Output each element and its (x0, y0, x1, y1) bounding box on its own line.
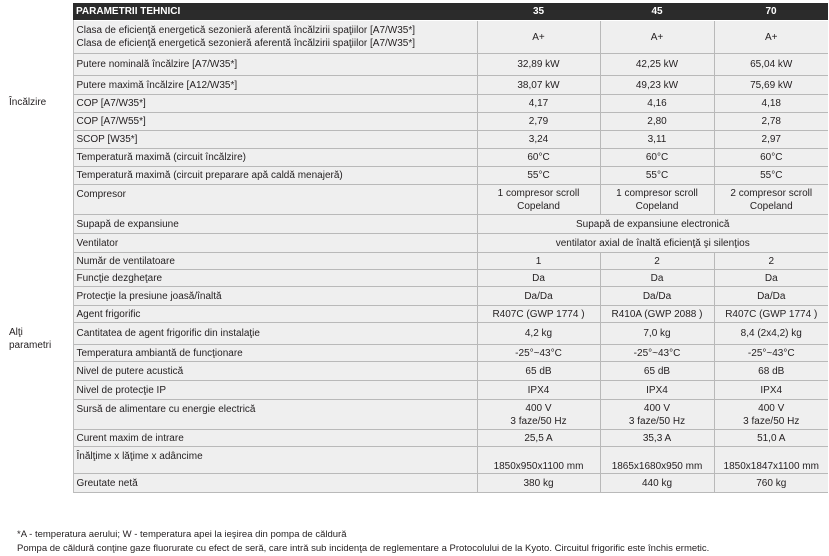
parameter-label-line: Nivel de putere acustică (76, 365, 184, 377)
value-cell-model-45 (600, 167, 714, 185)
value-line: Copeland (749, 200, 793, 212)
value-cell-model-70 (714, 149, 828, 167)
parameter-label (73, 185, 477, 215)
table-row (6, 474, 828, 493)
value-line: IPX4 (527, 384, 550, 396)
value-line: 1865x1680x950 mm (611, 461, 703, 472)
value-cell-model-35 (477, 447, 600, 474)
value-line: 75,69 kW (750, 79, 793, 91)
value-line: 49,23 kW (635, 79, 679, 91)
footnotes (17, 528, 709, 556)
value-line: A+ (532, 31, 545, 43)
parameter-label-line: Curent maxim de intrare (76, 432, 184, 444)
value-line (604, 447, 711, 460)
value-cell-model-45 (600, 149, 714, 167)
parameter-label (73, 76, 477, 95)
value-cell-model-70 (714, 362, 828, 381)
parameter-label-line: Temperatură maximă (circuit încălzire) (76, 152, 246, 163)
table-row (6, 253, 828, 270)
value-line: Da/Da (524, 290, 553, 302)
value-cell-model-45 (600, 253, 714, 270)
table-row (6, 76, 828, 95)
value-cell-model-35 (477, 253, 600, 270)
value-line: 2 compresor scroll (730, 187, 813, 199)
value-line: 65 dB (643, 365, 671, 377)
value-cell-model-35 (477, 54, 600, 76)
table-row (6, 400, 828, 430)
value-line: 25,5 A (524, 432, 553, 444)
value-cell-model-45 (600, 21, 714, 54)
value-cell-model-45 (600, 362, 714, 381)
value-cell-model-70 (714, 306, 828, 323)
table-row (6, 270, 828, 287)
value-line: 38,07 kW (517, 79, 560, 91)
group-heading-heating: Încălzire (6, 21, 73, 185)
table-row (6, 447, 828, 474)
value-cell-model-35 (477, 113, 600, 131)
value-line: 32,89 kW (517, 59, 560, 70)
value-line: Copeland (635, 200, 679, 212)
parameter-label (73, 270, 477, 287)
value-line: -25°~43°C (633, 347, 681, 359)
value-line: 400 V (643, 402, 671, 414)
parameter-label (73, 306, 477, 323)
value-line: Da/Da (757, 290, 786, 302)
value-line: IPX4 (646, 384, 668, 396)
parameter-label-line: COP [A7/W35*] (76, 98, 146, 109)
value-cell-model-35 (477, 95, 600, 113)
parameter-label (73, 131, 477, 149)
value-line: 400 V (758, 402, 785, 414)
value-cell-model-45 (600, 323, 714, 345)
parameter-label-line: Ventilator (76, 237, 119, 249)
value-cell-model-35 (477, 270, 600, 287)
value-cell-model-45 (600, 54, 714, 76)
parameter-label-line: Număr de ventilatoare (76, 255, 175, 267)
value-cell-model-70 (714, 287, 828, 306)
value-line: 4,2 kg (524, 328, 553, 339)
value-line: A+ (650, 31, 664, 43)
parameter-label (73, 54, 477, 76)
value-line: 3,11 (647, 134, 667, 145)
value-cell-model-70 (714, 253, 828, 270)
technical-parameters-table (6, 3, 828, 493)
value-line: Da/Da (642, 290, 672, 302)
value-line: Da (650, 272, 664, 284)
parameter-label-line: Protecţie la presiune joasă/înaltă (76, 290, 222, 302)
parameter-label (73, 21, 477, 54)
value-cell-model-35 (477, 306, 600, 323)
group-heading-line: parametri (9, 339, 52, 351)
value-cell-model-70 (714, 474, 828, 493)
value-line: -25°~43°C (747, 347, 795, 359)
value-cell-model-70 (714, 54, 828, 76)
value-line: 4,16 (647, 98, 667, 109)
parameter-label (73, 215, 477, 234)
parameter-label (73, 113, 477, 131)
value-line: 1850x1847x1100 mm (723, 461, 819, 472)
value-line: 55°C (760, 170, 783, 181)
value-cell-model-45 (600, 430, 714, 447)
value-cell-model-45 (600, 400, 714, 430)
table-row (6, 323, 828, 345)
value-line: 65 dB (525, 365, 552, 377)
value-line: 440 kg (641, 477, 673, 489)
value-cell-model-45 (600, 306, 714, 323)
value-line: 55°C (527, 170, 550, 181)
value-cell-model-35 (477, 362, 600, 381)
value-cell-model-35 (477, 430, 600, 447)
group-heading-other (6, 185, 73, 493)
parameter-label (73, 253, 477, 270)
table-row (6, 95, 828, 113)
value-line: 2 (654, 255, 660, 267)
table-row (6, 54, 828, 76)
value-line: R410A (GWP 2088 ) (611, 308, 703, 320)
value-line: 3 faze/50 Hz (628, 415, 686, 427)
value-line: 60°C (760, 152, 783, 163)
value-cell-model-35 (477, 149, 600, 167)
table-body (6, 21, 828, 493)
value-cell-model-70 (714, 447, 828, 474)
header-title: PARAMETRII TEHNICI (73, 3, 477, 21)
value-cell-model-45 (600, 345, 714, 362)
value-line: Da (764, 272, 778, 284)
value-cell-model-45 (600, 76, 714, 95)
table-row (6, 306, 828, 323)
value-cell-model-35 (477, 323, 600, 345)
parameter-label (73, 447, 477, 474)
value-line: 3 faze/50 Hz (510, 415, 567, 427)
value-line: 400 V (525, 402, 552, 414)
value-line: 1850x950x1100 mm (493, 461, 584, 472)
value-line: -25°~43°C (515, 347, 562, 359)
parameter-label-line: Clasa de eficienţă energetică sezonieră aferentă încălzirii spaţiilor [A7/W35*] (76, 38, 416, 49)
table-row (6, 234, 828, 253)
value-cell-model-45 (600, 131, 714, 149)
table-row (6, 287, 828, 306)
table-header-row (6, 3, 828, 21)
value-cell-model-70 (714, 430, 828, 447)
header-blank-cell (6, 3, 73, 21)
value-line: 55°C (645, 170, 669, 181)
value-cell-model-35 (477, 345, 600, 362)
parameter-label-line: Sursă de alimentare cu energie electrică (76, 404, 256, 415)
value-cell-model-70 (714, 76, 828, 95)
value-line: 1 (535, 255, 542, 267)
value-line: 3,24 (528, 134, 549, 145)
value-line: 65,04 kW (750, 59, 793, 70)
parameter-label (73, 287, 477, 306)
value-line: R407C (GWP 1774 ) (725, 308, 818, 320)
merged-value-cell: Supapă de expansiune electronică (477, 215, 828, 234)
value-cell-model-70 (714, 185, 828, 215)
value-cell-model-45 (600, 185, 714, 215)
value-cell-model-45 (600, 474, 714, 493)
parameter-label (73, 95, 477, 113)
parameter-label-line: Compresor (76, 189, 126, 200)
parameter-label-line: Temperatura ambiantă de funcţionare (76, 347, 243, 359)
parameter-label (73, 323, 477, 345)
value-cell-model-35 (477, 185, 600, 215)
value-line: 60°C (645, 152, 669, 163)
parameter-label-line: Putere nominală încălzire [A7/W35*] (76, 59, 238, 70)
value-cell-model-45 (600, 95, 714, 113)
value-cell-model-70 (714, 131, 828, 149)
value-cell-model-45 (600, 381, 714, 400)
value-line: 380 kg (523, 477, 554, 489)
value-line: A+ (764, 31, 778, 43)
value-line: 3 faze/50 Hz (743, 415, 800, 427)
parameter-label (73, 234, 477, 253)
parameter-label-line: COP [A7/W55*] (76, 116, 146, 127)
parameter-label (73, 381, 477, 400)
footnote-fluorinated-gases: Pompa de căldură conţine gaze fluorurate cu efect de seră, care intră sub incidenţa de reglementare a Protocolului de la Kyoto. Circuitul frigorific este închis ermetic. (17, 543, 710, 554)
value-cell-model-45 (600, 447, 714, 474)
value-line (481, 447, 597, 460)
parameter-label-line: Clasa de eficienţă energetică sezonieră aferentă încălzirii spaţiilor [A7/W35*] (76, 25, 416, 36)
value-line: 60°C (527, 152, 550, 163)
value-line: 8,4 (2x4,2) kg (740, 328, 802, 339)
parameter-label-line: Funcţie dezgheţare (76, 272, 163, 284)
value-line: 760 kg (756, 477, 787, 489)
value-cell-model-70 (714, 381, 828, 400)
value-line: 42,25 kW (635, 59, 679, 70)
value-cell-model-70 (714, 95, 828, 113)
parameter-label (73, 400, 477, 430)
value-line: 2,80 (647, 116, 667, 127)
footnote-legend: *A - temperatura aerului; W - temperatura apei la ieşirea din pompa de căldură (17, 529, 347, 540)
table-row (6, 430, 828, 447)
value-cell-model-35 (477, 287, 600, 306)
value-cell-model-45 (600, 287, 714, 306)
value-cell-model-70 (714, 21, 828, 54)
value-line: 2,97 (761, 134, 781, 145)
value-cell-model-45 (600, 113, 714, 131)
value-line: 2,78 (761, 116, 781, 127)
parameter-label (73, 474, 477, 493)
value-line: 68 dB (758, 365, 785, 377)
table-row (6, 21, 828, 54)
parameter-label-line: Agent frigorific (76, 308, 141, 320)
merged-value-cell: ventilator axial de înaltă eficienţă şi silenţios (477, 234, 828, 253)
parameter-label (73, 430, 477, 447)
value-line (718, 447, 826, 460)
header-model-70: 70 (714, 3, 828, 21)
value-line: 2,79 (528, 116, 549, 127)
value-cell-model-45 (600, 270, 714, 287)
table-row (6, 345, 828, 362)
value-line: 7,0 kg (643, 328, 671, 339)
value-cell-model-35 (477, 474, 600, 493)
table-row (6, 215, 828, 234)
parameter-label (73, 167, 477, 185)
value-cell-model-35 (477, 131, 600, 149)
parameter-label-line: Putere maximă încălzire [A12/W35*] (76, 79, 238, 91)
value-cell-model-70 (714, 323, 828, 345)
header-model-35: 35 (477, 3, 600, 21)
table-row (6, 131, 828, 149)
parameter-label (73, 362, 477, 381)
value-line: IPX4 (760, 384, 783, 396)
value-cell-model-70 (714, 167, 828, 185)
table-row (6, 381, 828, 400)
value-line: 1 compresor scroll (616, 187, 698, 199)
parameter-label-line: Înălţime x lăţime x adâncime (76, 451, 203, 462)
parameter-label-line: Greutate netă (76, 477, 138, 489)
value-line: Copeland (517, 200, 560, 212)
value-line: 4,18 (761, 98, 781, 109)
value-line: 1 compresor scroll (497, 187, 580, 199)
value-cell-model-70 (714, 270, 828, 287)
value-line: Da (532, 272, 545, 284)
parameter-label-line: Temperatură maximă (circuit preparare apă caldă menajeră) (76, 170, 343, 181)
value-cell-model-70 (714, 400, 828, 430)
header-model-45: 45 (600, 3, 714, 21)
value-line: 51,0 A (757, 432, 786, 444)
table-row (6, 185, 828, 215)
table-row (6, 149, 828, 167)
value-cell-model-35 (477, 76, 600, 95)
parameter-label-line: SCOP [W35*] (76, 134, 138, 145)
table-row (6, 167, 828, 185)
value-line: 35,3 A (642, 432, 672, 444)
value-cell-model-35 (477, 400, 600, 430)
group-heading-line: Alţi (9, 326, 23, 338)
value-cell-model-35 (477, 381, 600, 400)
parameter-label (73, 149, 477, 167)
value-cell-model-35 (477, 21, 600, 54)
value-line: 2 (768, 255, 775, 267)
value-cell-model-35 (477, 167, 600, 185)
table-row (6, 362, 828, 381)
value-line: R407C (GWP 1774 ) (492, 308, 585, 320)
parameter-label (73, 345, 477, 362)
parameter-label-line: Cantitatea de agent frigorific din instalaţie (76, 328, 260, 339)
value-line: 4,17 (528, 98, 549, 109)
parameter-label-line: Nivel de protecţie IP (76, 384, 166, 396)
table-row (6, 113, 828, 131)
value-cell-model-70 (714, 113, 828, 131)
value-cell-model-70 (714, 345, 828, 362)
parameter-label-line: Supapă de expansiune (76, 218, 179, 230)
